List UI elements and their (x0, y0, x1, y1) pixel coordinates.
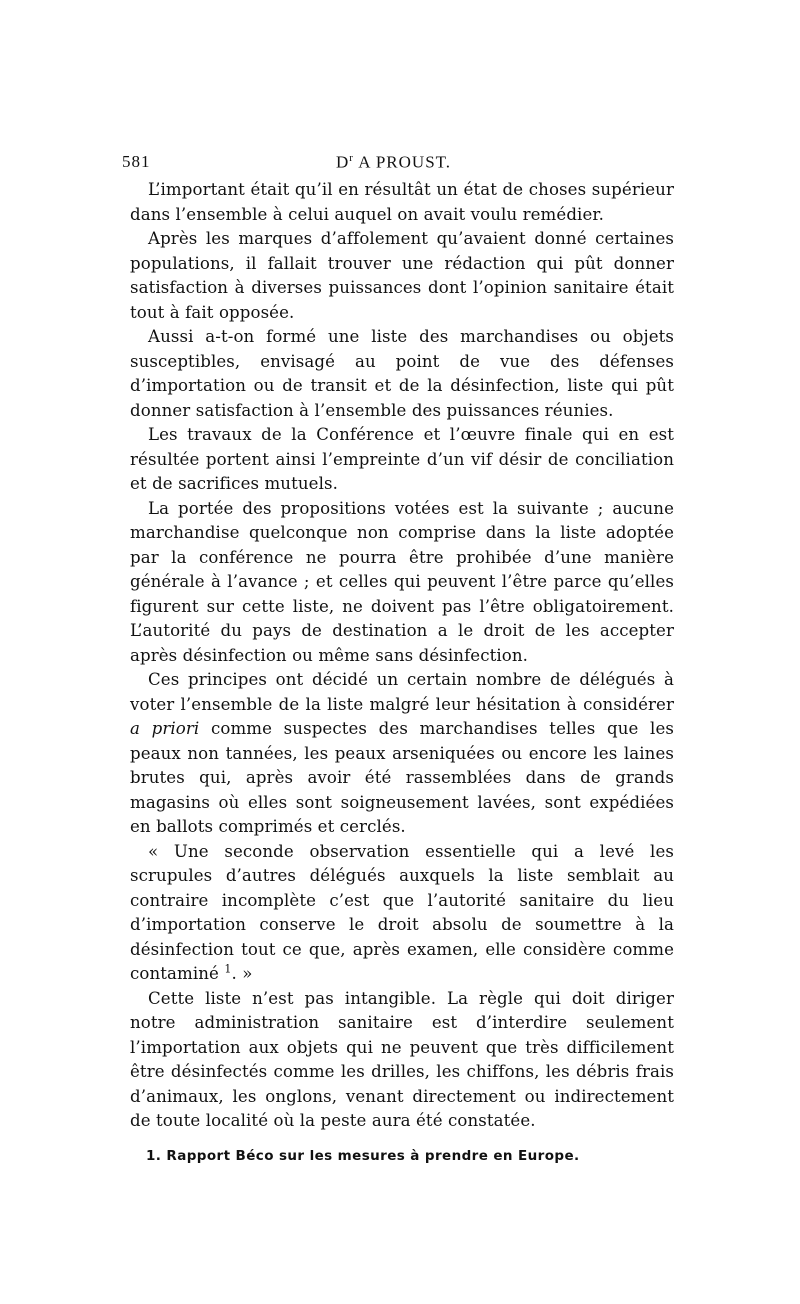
quote-closing: . » (231, 964, 253, 983)
footnote: 1. Rapport Béco sur les mesures à prendre en Europe. (146, 1147, 580, 1164)
author-name: A PROUST. (358, 152, 452, 172)
author-sup: r (349, 152, 354, 164)
paragraph-quote (130, 840, 674, 987)
principes-before: Ces principes ont décidé un certain nombre de délégués à voter l’ensemble de la liste malgré leur hésitation à considérer (130, 670, 674, 714)
body-text (130, 178, 674, 1134)
running-header (122, 152, 674, 178)
footnote-reference: 1 (224, 962, 232, 976)
paragraph: Après les marques d’affolement qu’avaient donné certaines populations, il fallait trouver une rédaction qui pût donner satisfaction à diverses puissances dont l’opinion sanitaire était tout à fait opposée. (130, 229, 674, 322)
paragraph: Les travaux de la Conférence et l’œuvre finale qui en est résultée portent ainsi l’empreinte d’un vif désir de conciliation et de sacrifices mutuels. (130, 425, 674, 493)
running-head-author (336, 152, 451, 173)
page-number: 581 (122, 152, 151, 171)
paragraph: Aussi a-t-on formé une liste des marchandises ou objets susceptibles, envisagé au point de vue des défenses d’importation ou de transit et de la désinfection, liste qui pût donner satisfaction à l’ensemble des puissances réunies. (130, 327, 674, 420)
a-priori-italic: a priori (130, 719, 200, 738)
paragraph-principes (130, 668, 674, 840)
quote-text: « Une seconde observation essentielle qui a levé les scrupules d’autres délégués auxquels la liste semblait au contraire incomplète c’est que l’autorité sanitaire du lieu d’importation conserve le droit absolu de soumettre à la désinfection tout ce que, après examen, elle considère comme contaminé (130, 841, 674, 983)
author-prefix: D (336, 152, 350, 172)
paragraph: L’important était qu’il en résultât un état de choses supérieur dans l’ensemble à celui auquel on avait voulu remédier. (130, 180, 674, 224)
paragraph: La portée des propositions votées est la suivante ; aucune marchandise quelconque non comprise dans la liste adoptée par la conférence ne pourra être prohibée d’une manière générale à l’avance ; et celles qui peuvent l’être parce qu’elles figurent sur cette liste, ne doivent pas l’être obligatoirement. L’autorité du pays de destination a le droit de les accepter après désinfection ou même sans désinfection. (130, 498, 674, 665)
principes-after: comme suspectes des marchandises telles que les peaux non tannées, les peaux arseniquées ou encore les laines brutes qui, après avoir été rassemblées dans de grands magasins où elles sont soigneusement lavées, sont expédiées en ballots comprimés et cerclés. (130, 719, 674, 836)
book-page (122, 152, 674, 1164)
paragraph: Cette liste n’est pas intangible. La règle qui doit diriger notre administration sanitaire est d’interdire seulement l’importation aux objets qui ne peuvent que très difficilement être désinfectés comme les drilles, les chiffons, les débris frais d’animaux, les onglons, venant directement ou indirectement de toute localité où la peste aura été constatée. (130, 988, 674, 1130)
